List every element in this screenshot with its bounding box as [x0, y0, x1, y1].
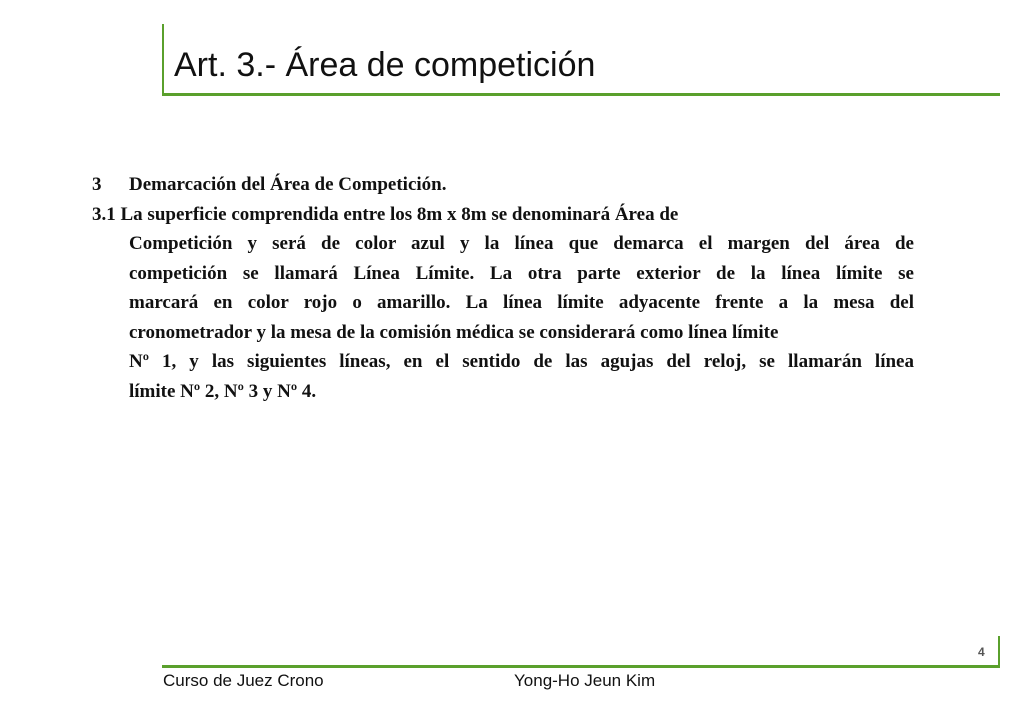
- body-line-6: Nº 1, y las siguientes líneas, en el sentido de las agujas del reloj, se llamarán línea: [129, 351, 914, 372]
- body-line-2: Competición y será de color azul y la línea que demarca el margen del área de: [129, 233, 914, 254]
- body-line-4: marcará en color rojo o amarillo. La línea límite adyacente frente a la mesa del: [129, 292, 914, 313]
- title-accent-horizontal-line: [162, 93, 1000, 96]
- body-line-7: límite Nº 2, Nº 3 y Nº 4.: [129, 380, 317, 402]
- body-line-5: cronometrador y la mesa de la comisión médica se considerará como línea límite: [129, 321, 779, 343]
- body-line-1: 3.1 La superficie comprendida entre los 8m x 8m se denominará Área de: [92, 203, 679, 225]
- page-number: 4: [978, 645, 985, 659]
- footer-course-name: Curso de Juez Crono: [163, 671, 324, 690]
- slide-title: Art. 3.- Área de competición: [174, 46, 596, 84]
- section-heading: Demarcación del Área de Competición.: [129, 174, 447, 195]
- section-number: 3: [92, 174, 102, 195]
- section-heading-line: [92, 170, 914, 200]
- footer-author: Yong-Ho Jeun Kim: [514, 671, 656, 690]
- footer-accent-vertical-line: [998, 636, 1000, 668]
- body-line-3: competición se llamará Línea Límite. La otra parte exterior de la línea límite se: [129, 262, 914, 284]
- article-body: [92, 170, 914, 406]
- footer-accent-horizontal-line: [162, 665, 1000, 668]
- title-accent-vertical-line: [162, 24, 164, 96]
